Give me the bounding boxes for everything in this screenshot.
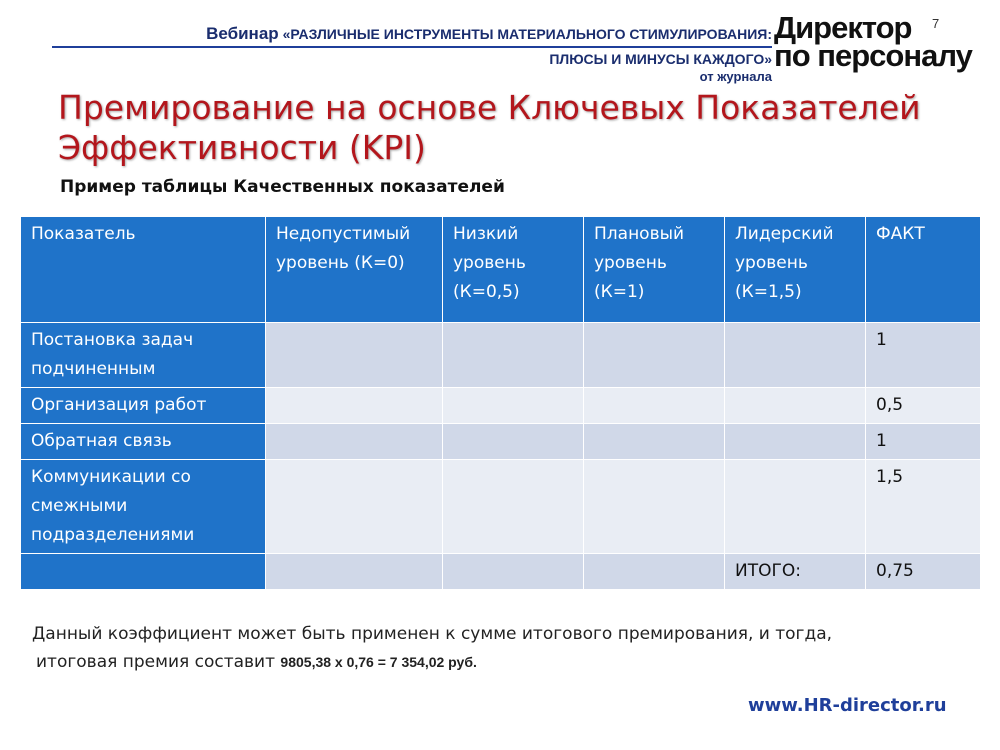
indicator-label (21, 554, 266, 590)
table-cell (584, 424, 725, 460)
fact-cell: 1,5 (866, 460, 981, 554)
slide-subtitle: Пример таблицы Качественных показателей (60, 177, 505, 197)
column-header: Плановый уровень (К=1) (584, 217, 725, 323)
table-cell (266, 388, 443, 424)
total-row (21, 554, 981, 590)
header-underline (52, 46, 772, 48)
table-cell (725, 424, 866, 460)
table-cell (725, 460, 866, 554)
table-cell (266, 424, 443, 460)
total-label: ИТОГО: (725, 554, 866, 590)
kpi-table (20, 216, 981, 590)
webinar-title-line2: ПЛЮСЫ И МИНУСЫ КАЖДОГО» (549, 51, 772, 67)
table-cell (266, 323, 443, 388)
column-header: ФАКТ (866, 217, 981, 323)
table-cell (443, 460, 584, 554)
table-cell (266, 554, 443, 590)
slide-title: Премирование на основе Ключевых Показателей Эффективности (KPI) (58, 88, 921, 167)
column-header: Показатель (21, 217, 266, 323)
column-header: Низкий уровень (К=0,5) (443, 217, 584, 323)
bonus-formula: 9805,38 х 0,76 = 7 354,02 руб. (280, 654, 477, 670)
website-link[interactable]: www.HR-director.ru (748, 695, 947, 716)
webinar-title-line1 (52, 24, 772, 44)
webinar-label: Вебинар (206, 24, 279, 43)
indicator-label: Постановка задач подчиненным (21, 323, 266, 388)
fact-cell: 0,5 (866, 388, 981, 424)
webinar-header (52, 24, 772, 86)
note-line2-text: итоговая премия составит (36, 652, 276, 672)
webinar-title-part1: «РАЗЛИЧНЫЕ ИНСТРУМЕНТЫ МАТЕРИАЛЬНОГО СТИМУЛИРОВАНИЯ: (282, 26, 772, 42)
indicator-label: Обратная связь (21, 424, 266, 460)
table-row (21, 424, 981, 460)
table-header-row (21, 217, 981, 323)
note-line1: Данный коэффициент может быть применен к сумме итогового премирования, и тогда, (32, 624, 833, 644)
table-cell (443, 323, 584, 388)
table-cell (584, 554, 725, 590)
logo-line2: по персоналу (774, 38, 972, 73)
table-cell (584, 323, 725, 388)
page-number: 7 (932, 16, 940, 31)
table-cell (443, 554, 584, 590)
indicator-label: Коммуникации со смежными подразделениями (21, 460, 266, 554)
total-value: 0,75 (866, 554, 981, 590)
note-line2 (32, 648, 992, 676)
table-cell (584, 460, 725, 554)
logo-line1: Директор (774, 10, 912, 45)
column-header: Лидерский уровень (К=1,5) (725, 217, 866, 323)
table-cell (584, 388, 725, 424)
journal-logo (774, 10, 974, 73)
table-cell (725, 388, 866, 424)
table-row (21, 388, 981, 424)
fact-cell: 1 (866, 424, 981, 460)
table-row (21, 323, 981, 388)
table-row (21, 460, 981, 554)
column-header: Недопустимый уровень (К=0) (266, 217, 443, 323)
table-cell (443, 424, 584, 460)
from-journal: от журнала (699, 69, 772, 84)
bonus-note (32, 620, 992, 676)
fact-cell: 1 (866, 323, 981, 388)
table-cell (266, 460, 443, 554)
table-cell (725, 323, 866, 388)
table-cell (443, 388, 584, 424)
indicator-label: Организация работ (21, 388, 266, 424)
